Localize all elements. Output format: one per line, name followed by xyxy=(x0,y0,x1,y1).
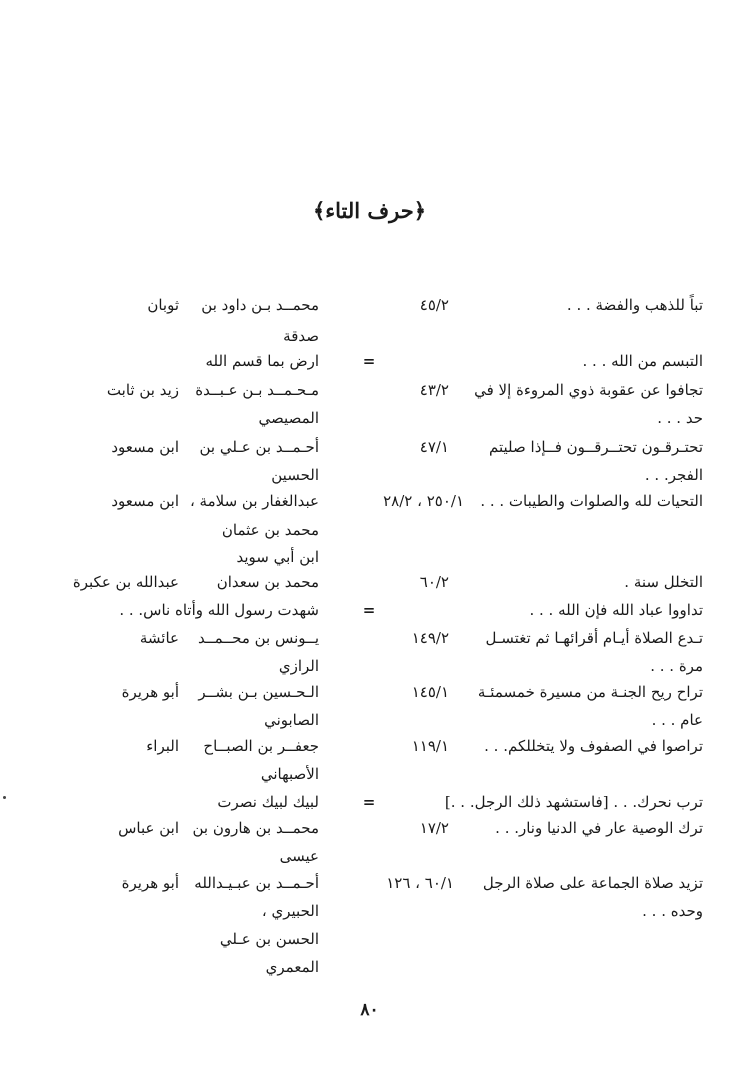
companion: ابن مسعود xyxy=(111,438,179,456)
reference: ١٤٥/١ xyxy=(411,683,449,701)
table-row xyxy=(0,346,739,376)
hadith-text: تداووا عباد الله فإن الله . . . xyxy=(529,601,703,619)
table-row xyxy=(0,486,739,516)
companion: عبدالله بن عكبرة xyxy=(72,573,179,591)
narrator: صدقة xyxy=(283,327,319,345)
cross-reference-sign: = xyxy=(362,601,376,619)
narrator: ابن أبي سويد xyxy=(236,548,319,566)
companion: زيد بن ثابت xyxy=(106,381,179,399)
table-row xyxy=(0,924,739,954)
hadith-text: تـدع الصلاة أيـام أقرائهـا ثم تغتسـل xyxy=(485,629,703,647)
cross-reference-sign: = xyxy=(362,793,376,811)
hadith-text: تجافوا عن عقوبة ذوي المروءة إلا في xyxy=(474,381,703,399)
narrator: المصيصي xyxy=(258,409,319,427)
narrator: المعمري xyxy=(265,958,319,976)
hadith-text: التبسم من الله . . . xyxy=(582,352,703,370)
narrator: أحـمــد بن عـلي بن xyxy=(199,438,319,456)
hadith-text: عام . . . xyxy=(651,711,703,729)
companion: ابن مسعود xyxy=(111,492,179,510)
narrator: الحبيري ، xyxy=(261,902,319,920)
companion: أبو هريرة xyxy=(121,683,179,701)
reference: ٢٥٠/١ ، ٢٨/٢ xyxy=(383,492,464,510)
reference: ١١٩/١ xyxy=(411,737,449,755)
narrator: الصابوني xyxy=(264,711,319,729)
narrator: عبدالغفار بن سلامة ، xyxy=(189,492,319,510)
hadith-text: التحيات لله والصلوات والطيبات . . . xyxy=(480,492,703,510)
hadith-text: تراح ريح الجنـة من مسيرة خمسمئـة xyxy=(477,683,703,701)
scan-dot xyxy=(3,796,6,799)
hadith-text: حد . . . xyxy=(657,409,703,427)
hadith-text: ترب نحرك. . . [فاستشهد ذلك الرجل. . .] xyxy=(444,793,703,811)
table-row xyxy=(0,623,739,653)
reference: ٦٠/١ ، ١٢٦ xyxy=(386,874,454,892)
cross-reference-text: ارض بما قسم الله xyxy=(205,352,319,370)
reference: ١٧/٢ xyxy=(419,819,449,837)
narrator: يــونس بن محــمــد xyxy=(198,629,319,647)
companion: أبو هريرة xyxy=(121,874,179,892)
hadith-text: مرة . . . xyxy=(650,657,703,675)
reference: ٤٥/٢ xyxy=(419,296,449,314)
narrator: الأصبهاني xyxy=(260,765,319,783)
table-row xyxy=(0,595,739,625)
cross-reference-text: شهدت رسول الله وأتاه ناس. . . xyxy=(119,601,319,619)
hadith-text: وحده . . . xyxy=(642,902,703,920)
reference: ٦٠/٢ xyxy=(419,573,449,591)
table-row xyxy=(0,731,739,761)
reference: ٤٧/١ xyxy=(419,438,449,456)
table-row xyxy=(0,868,739,898)
table-row xyxy=(0,432,739,462)
hadith-text: تباً للذهب والفضة . . . xyxy=(566,296,703,314)
companion: عائشة xyxy=(139,629,179,647)
hadith-text: الفجر. . . xyxy=(644,466,703,484)
reference: ١٤٩/٢ xyxy=(411,629,449,647)
companion: ابن عباس xyxy=(118,819,179,837)
table-row xyxy=(0,759,739,789)
hadith-text: تراصوا في الصفوف ولا يتخللكم. . . xyxy=(484,737,703,755)
narrator: محمــد بن هارون بن xyxy=(192,819,319,837)
page-number: ٨٠ xyxy=(360,1000,379,1020)
narrator: الحسين xyxy=(271,466,319,484)
narrator: محمــد بـن داود بن xyxy=(201,296,319,314)
hadith-text: التخلل سنة . xyxy=(624,573,703,591)
table-row xyxy=(0,677,739,707)
cross-reference-sign: = xyxy=(362,352,376,370)
hadith-text: تزيد صلاة الجماعة على صلاة الرجل xyxy=(482,874,703,892)
narrator: محمد بن عثمان xyxy=(221,521,319,539)
narrator: جعفــر بن الصبــاح xyxy=(203,737,319,755)
narrator: عيسى xyxy=(279,847,319,865)
table-row xyxy=(0,515,739,545)
narrator: أحـمــد بن عبـيـدالله xyxy=(194,874,319,892)
section-title: ﴿حرف التاء﴾ xyxy=(312,198,427,223)
narrator: الحسن بن عـلي xyxy=(219,930,319,948)
table-row xyxy=(0,375,739,405)
narrator: الـحـسين بـن بشــر xyxy=(198,683,319,701)
companion: البراء xyxy=(146,737,179,755)
table-row xyxy=(0,896,739,926)
reference: ٤٣/٢ xyxy=(419,381,449,399)
table-row xyxy=(0,403,739,433)
table-row xyxy=(0,952,739,982)
table-row xyxy=(0,813,739,843)
cross-reference-text: لبيك لبيك نصرت xyxy=(217,793,319,811)
hadith-text: تحتـرقـون تحتــرقــون فــإذا صليتم xyxy=(489,438,703,456)
narrator: الرازي xyxy=(278,657,319,675)
table-row xyxy=(0,841,739,871)
table-row xyxy=(0,567,739,597)
narrator: مـحـمــد بـن عـبــدة xyxy=(195,381,319,399)
hadith-text: ترك الوصية عار في الدنيا ونار. . . xyxy=(495,819,703,837)
companion: ثوبان xyxy=(147,296,179,314)
narrator: محمد بن سعدان xyxy=(216,573,319,591)
table-row xyxy=(0,290,739,320)
